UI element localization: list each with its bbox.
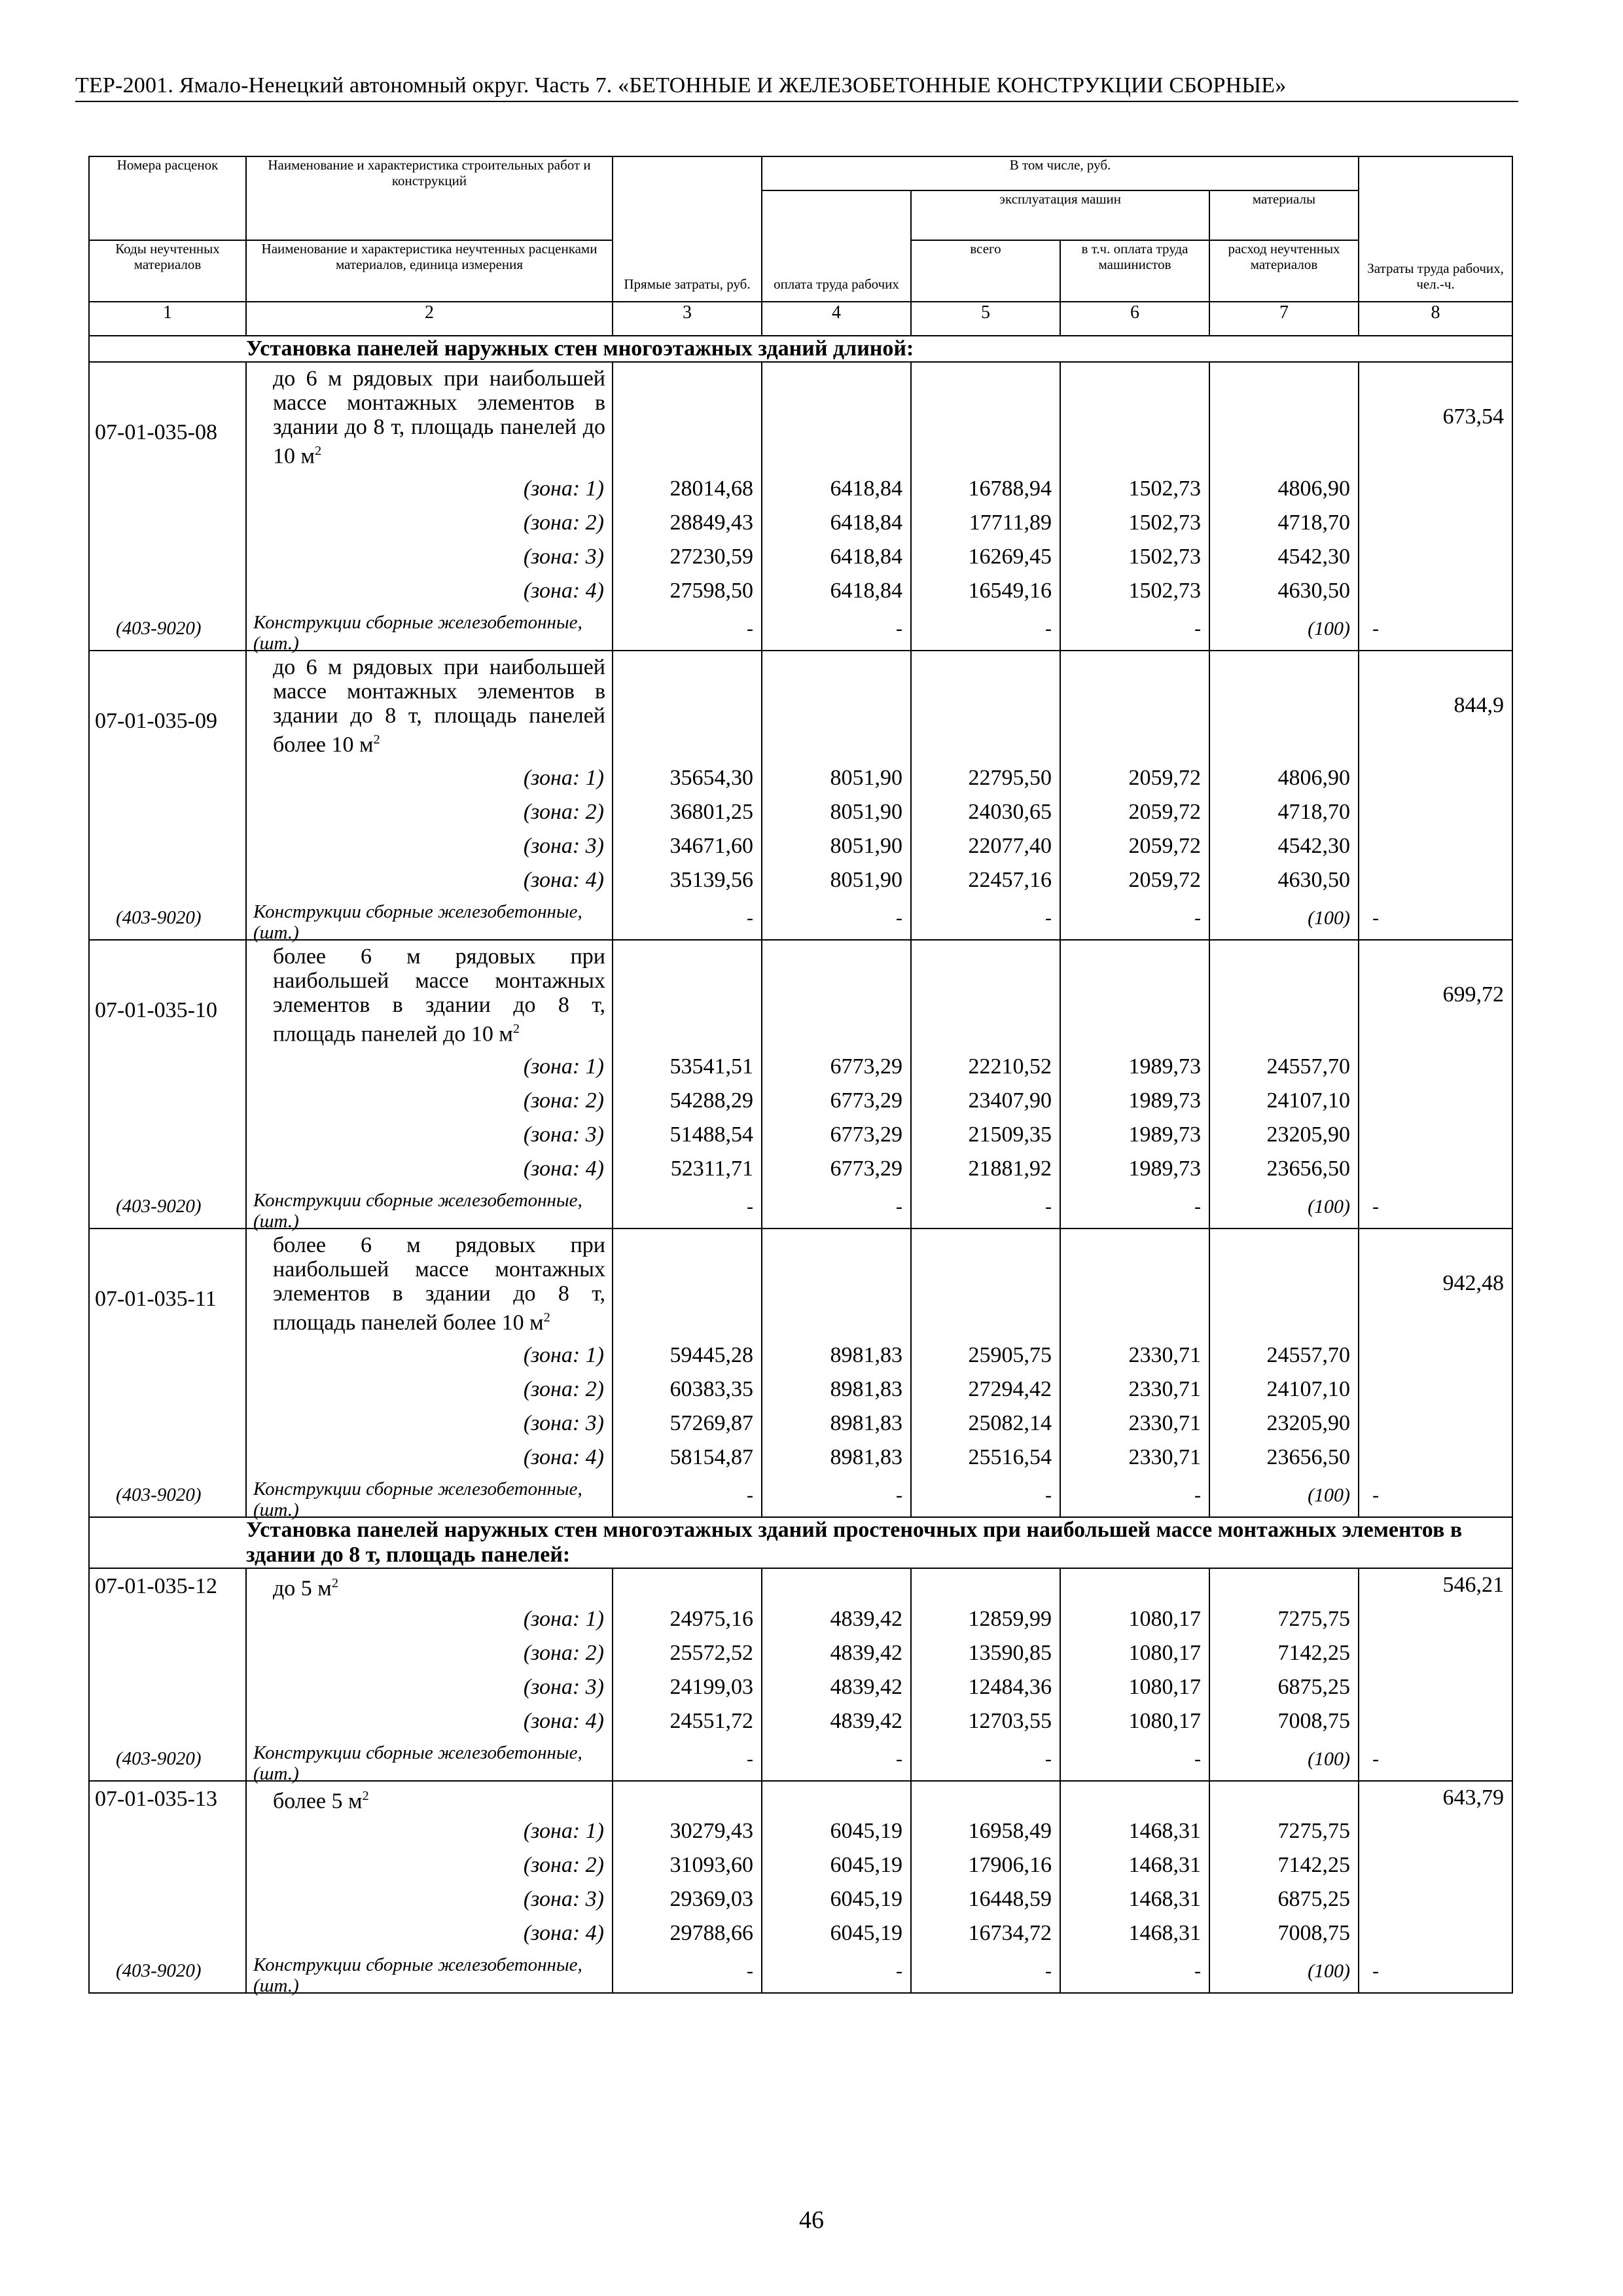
labor-cost-cell bbox=[1359, 940, 1512, 1229]
dash-value: - bbox=[896, 1960, 902, 1982]
machines-total: 25082,14 bbox=[968, 1411, 1052, 1436]
materials-cost: 7008,75 bbox=[1277, 1920, 1351, 1945]
materials-cost: 4718,70 bbox=[1277, 511, 1351, 535]
materials-cost: 7275,75 bbox=[1277, 1606, 1351, 1631]
zone-label: (зона: 3) bbox=[523, 1674, 604, 1699]
labor-cost: 546,21 bbox=[1442, 1573, 1505, 1598]
materials-cost: 4630,50 bbox=[1277, 579, 1351, 603]
direct-cost: 34671,60 bbox=[669, 833, 753, 858]
zone-label: (зона: 2) bbox=[523, 511, 604, 535]
rate-code-cell bbox=[89, 1568, 246, 1780]
materials-cost: 7142,25 bbox=[1277, 1640, 1351, 1665]
machines-pay: 1080,17 bbox=[1128, 1708, 1201, 1733]
direct-cost: 60383,35 bbox=[669, 1377, 753, 1402]
dash-value: - bbox=[1372, 1484, 1380, 1507]
col-machines-total: всего bbox=[911, 240, 1060, 302]
direct-cost: 25572,52 bbox=[669, 1640, 753, 1665]
labor-pay: 6773,29 bbox=[830, 1054, 902, 1079]
labor-pay: 8051,90 bbox=[830, 765, 902, 790]
zone-label: (зона: 4) bbox=[523, 1920, 604, 1945]
col-number: 3 bbox=[613, 302, 762, 336]
direct-cost: 35654,30 bbox=[669, 765, 753, 790]
labor-cost-cell bbox=[1359, 1781, 1512, 1993]
rate-description-cell bbox=[246, 362, 613, 655]
section-header-row bbox=[89, 336, 1512, 362]
labor-pay: 4839,42 bbox=[830, 1640, 902, 1665]
labor-pay: 6418,84 bbox=[830, 476, 902, 501]
dash-value: - bbox=[747, 906, 753, 929]
material-code: (403-9020) bbox=[116, 906, 202, 928]
rate-code-cell bbox=[89, 940, 246, 1229]
direct-cost: 31093,60 bbox=[669, 1852, 753, 1877]
col-code-bottom: Коды неучтенных материалов bbox=[89, 240, 246, 302]
machines-total: 25516,54 bbox=[968, 1445, 1052, 1470]
machines-total: 12859,99 bbox=[968, 1606, 1052, 1631]
materials-cost: 4542,30 bbox=[1277, 833, 1351, 858]
machines-total: 22210,52 bbox=[968, 1054, 1052, 1079]
materials-cost: 7275,75 bbox=[1277, 1818, 1351, 1843]
materials-cost-cell bbox=[1209, 1781, 1359, 1993]
rate-code: 07-01-035-12 bbox=[95, 1574, 217, 1599]
labor-pay: 4839,42 bbox=[830, 1674, 902, 1699]
machines-pay: 1502,73 bbox=[1128, 476, 1201, 501]
materials-cost: 4542,30 bbox=[1277, 545, 1351, 569]
rate-row bbox=[89, 1229, 1512, 1517]
rate-description-cell bbox=[246, 1229, 613, 1521]
materials-cost: 7142,25 bbox=[1277, 1852, 1351, 1877]
machines-pay: 1468,31 bbox=[1128, 1818, 1201, 1843]
rate-description: более 6 м рядовых при наибольшей массе монтажных элементов в здании до 8 т, площадь панелей более 10 $м^2$ bbox=[273, 1232, 605, 1335]
machines-total-cell bbox=[911, 1229, 1060, 1517]
machines-total: 21881,92 bbox=[968, 1156, 1052, 1181]
labor-pay: 8981,83 bbox=[830, 1377, 902, 1402]
zone-label: (зона: 3) bbox=[523, 1886, 604, 1911]
labor-pay: 6418,84 bbox=[830, 511, 902, 535]
zone-label: (зона: 3) bbox=[523, 1411, 604, 1436]
machines-pay: 2330,71 bbox=[1128, 1445, 1201, 1470]
zone-label: (зона: 4) bbox=[523, 1156, 604, 1181]
rate-row bbox=[89, 1781, 1512, 1993]
material-name: Конструкции сборные железобетонные, (шт.) bbox=[253, 612, 582, 655]
machines-pay: 2059,72 bbox=[1128, 833, 1201, 858]
labor-pay: 6418,84 bbox=[830, 545, 902, 569]
materials-cost: 4718,70 bbox=[1277, 799, 1351, 824]
materials-cost-cell bbox=[1209, 1568, 1359, 1780]
labor-cost: 942,48 bbox=[1442, 1270, 1505, 1295]
labor-pay-cell bbox=[762, 1781, 911, 1993]
direct-cost-cell bbox=[613, 1781, 762, 1993]
labor-pay-cell bbox=[762, 940, 911, 1229]
dash-value: - bbox=[896, 1748, 902, 1770]
machines-total: 16549,16 bbox=[968, 579, 1052, 603]
section-spacer bbox=[89, 336, 246, 362]
rate-code: 07-01-035-09 bbox=[95, 709, 217, 734]
labor-pay: 8051,90 bbox=[830, 833, 902, 858]
col-code-top: Номера расценок bbox=[89, 156, 246, 240]
material-name: Конструкции сборные железобетонные, (шт.) bbox=[253, 1479, 582, 1521]
direct-cost: 52311,71 bbox=[670, 1156, 753, 1181]
material-code: (403-9020) bbox=[116, 1484, 202, 1506]
labor-pay: 6045,19 bbox=[830, 1852, 902, 1877]
materials-cost: 24557,70 bbox=[1266, 1054, 1351, 1079]
materials-cost: 4806,90 bbox=[1277, 476, 1351, 501]
machines-pay: 1989,73 bbox=[1128, 1122, 1201, 1147]
rate-code: 07-01-035-13 bbox=[95, 1786, 217, 1811]
dash-value: - bbox=[1194, 1960, 1201, 1982]
material-name: Конструкции сборные железобетонные, (шт.) bbox=[253, 901, 582, 943]
rate-description-cell bbox=[246, 1781, 613, 1996]
machines-pay: 2330,71 bbox=[1128, 1343, 1201, 1368]
rate-row bbox=[89, 362, 1512, 651]
machines-pay: 1989,73 bbox=[1128, 1088, 1201, 1113]
zone-label: (зона: 1) bbox=[523, 476, 604, 501]
zone-label: (зона: 4) bbox=[523, 579, 604, 603]
dash-value: - bbox=[1045, 1195, 1052, 1217]
machines-total: 12484,36 bbox=[968, 1674, 1052, 1699]
machines-total: 16958,49 bbox=[968, 1818, 1052, 1843]
machines-pay: 1468,31 bbox=[1128, 1886, 1201, 1911]
rate-row bbox=[89, 940, 1512, 1229]
materials-cost: 6875,25 bbox=[1277, 1886, 1351, 1911]
machines-total-cell bbox=[911, 651, 1060, 939]
labor-cost-cell bbox=[1359, 362, 1512, 651]
material-code: (403-9020) bbox=[116, 1960, 202, 1981]
col-number: 1 bbox=[89, 302, 246, 336]
machines-pay: 1989,73 bbox=[1128, 1156, 1201, 1181]
zone-label: (зона: 2) bbox=[523, 1088, 604, 1113]
direct-cost: 53541,51 bbox=[669, 1054, 753, 1079]
dash-value: - bbox=[747, 618, 753, 640]
rate-row bbox=[89, 1568, 1512, 1780]
material-quantity: (100) bbox=[1308, 1748, 1351, 1770]
col-incl: В том числе, руб. bbox=[762, 156, 1359, 190]
labor-pay-cell bbox=[762, 1229, 911, 1517]
labor-cost-cell bbox=[1359, 1229, 1512, 1517]
dash-value: - bbox=[1045, 906, 1052, 929]
rate-code-cell bbox=[89, 1781, 246, 1993]
labor-pay: 4839,42 bbox=[830, 1708, 902, 1733]
dash-value: - bbox=[747, 1960, 753, 1982]
machines-pay-cell bbox=[1060, 651, 1209, 939]
machines-total: 24030,65 bbox=[968, 799, 1052, 824]
labor-pay: 6418,84 bbox=[830, 579, 902, 603]
col-labor-pay: оплата труда рабочих bbox=[762, 190, 911, 302]
direct-cost-cell bbox=[613, 1229, 762, 1517]
materials-cost: 4806,90 bbox=[1277, 765, 1351, 790]
rate-description-cell bbox=[246, 1568, 613, 1784]
materials-cost: 24107,10 bbox=[1266, 1377, 1351, 1402]
materials-cost: 6875,25 bbox=[1277, 1674, 1351, 1699]
rate-description: более 5 $м^2$ bbox=[273, 1788, 369, 1813]
materials-cost: 24557,70 bbox=[1266, 1343, 1351, 1368]
machines-total: 25905,75 bbox=[968, 1343, 1052, 1368]
labor-pay: 6045,19 bbox=[830, 1886, 902, 1911]
direct-cost: 35139,56 bbox=[669, 867, 753, 892]
material-code: (403-9020) bbox=[116, 618, 202, 639]
rate-description: до 6 м рядовых при наибольшей массе монтажных элементов в здании до 8 т, площадь панелей до 10 $м^2$ bbox=[273, 367, 605, 469]
direct-cost: 59445,28 bbox=[669, 1343, 753, 1368]
labor-pay-cell bbox=[762, 651, 911, 939]
machines-total-cell bbox=[911, 362, 1060, 651]
direct-cost: 28849,43 bbox=[669, 511, 753, 535]
direct-cost: 28014,68 bbox=[669, 476, 753, 501]
zone-label: (зона: 1) bbox=[523, 1343, 604, 1368]
labor-pay: 6045,19 bbox=[830, 1920, 902, 1945]
machines-total-cell bbox=[911, 1568, 1060, 1780]
labor-pay: 6773,29 bbox=[830, 1122, 902, 1147]
machines-pay: 2059,72 bbox=[1128, 765, 1201, 790]
col-number: 4 bbox=[762, 302, 911, 336]
materials-cost: 23656,50 bbox=[1266, 1156, 1351, 1181]
direct-cost: 54288,29 bbox=[669, 1088, 753, 1113]
direct-cost: 51488,54 bbox=[669, 1122, 753, 1147]
direct-cost: 57269,87 bbox=[669, 1411, 753, 1436]
machines-pay: 1080,17 bbox=[1128, 1640, 1201, 1665]
col-number: 2 bbox=[246, 302, 613, 336]
machines-total: 21509,35 bbox=[968, 1122, 1052, 1147]
machines-total: 12703,55 bbox=[968, 1708, 1052, 1733]
direct-cost: 29788,66 bbox=[669, 1920, 753, 1945]
zone-label: (зона: 3) bbox=[523, 545, 604, 569]
col-machines-pay: в т.ч. оплата труда машинистов bbox=[1060, 240, 1209, 302]
rate-code-cell bbox=[89, 362, 246, 651]
materials-cost-cell bbox=[1209, 362, 1359, 651]
material-quantity: (100) bbox=[1308, 1960, 1351, 1982]
rate-description-cell bbox=[246, 651, 613, 943]
machines-total: 16788,94 bbox=[968, 476, 1052, 501]
dash-value: - bbox=[896, 1484, 902, 1507]
labor-pay: 4839,42 bbox=[830, 1606, 902, 1631]
labor-cost: 699,72 bbox=[1442, 982, 1505, 1007]
machines-pay: 1502,73 bbox=[1128, 545, 1201, 569]
machines-pay: 2330,71 bbox=[1128, 1411, 1201, 1436]
machines-pay: 2330,71 bbox=[1128, 1377, 1201, 1402]
rate-description: до 6 м рядовых при наибольшей массе монтажных элементов в здании до 8 т, площадь панелей более 10 $м^2$ bbox=[273, 655, 605, 757]
labor-cost-cell bbox=[1359, 1568, 1512, 1780]
rate-row bbox=[89, 651, 1512, 939]
section-title: Установка панелей наружных стен многоэтажных зданий длиной: bbox=[246, 336, 1512, 362]
machines-total: 16269,45 bbox=[968, 545, 1052, 569]
zone-label: (зона: 4) bbox=[523, 1708, 604, 1733]
labor-pay-cell bbox=[762, 362, 911, 651]
labor-pay: 8051,90 bbox=[830, 867, 902, 892]
machines-pay-cell bbox=[1060, 1229, 1209, 1517]
machines-pay: 1989,73 bbox=[1128, 1054, 1201, 1079]
labor-pay: 8981,83 bbox=[830, 1445, 902, 1470]
rate-description: до 5 $м^2$ bbox=[273, 1576, 339, 1601]
dash-value: - bbox=[1372, 1748, 1380, 1770]
section-header-row bbox=[89, 1517, 1512, 1568]
rate-code: 07-01-035-10 bbox=[95, 997, 217, 1022]
col-machines: эксплуатация машин bbox=[911, 190, 1209, 240]
zone-label: (зона: 2) bbox=[523, 1852, 604, 1877]
materials-cost: 23205,90 bbox=[1266, 1122, 1351, 1147]
col-number: 7 bbox=[1209, 302, 1359, 336]
machines-total-cell bbox=[911, 1781, 1060, 1993]
labor-cost: 844,9 bbox=[1454, 693, 1505, 718]
machines-pay: 2059,72 bbox=[1128, 867, 1201, 892]
dash-value: - bbox=[1045, 1748, 1052, 1770]
zone-label: (зона: 4) bbox=[523, 867, 604, 892]
direct-cost-cell bbox=[613, 362, 762, 651]
dash-value: - bbox=[747, 1484, 753, 1507]
machines-pay: 2059,72 bbox=[1128, 799, 1201, 824]
machines-total: 16448,59 bbox=[968, 1886, 1052, 1911]
materials-cost-cell bbox=[1209, 1229, 1359, 1517]
machines-total: 23407,90 bbox=[968, 1088, 1052, 1113]
machines-pay-cell bbox=[1060, 362, 1209, 651]
dash-value: - bbox=[896, 1195, 902, 1217]
machines-pay: 1502,73 bbox=[1128, 511, 1201, 535]
direct-cost: 24975,16 bbox=[669, 1606, 753, 1631]
direct-cost: 29369,03 bbox=[669, 1886, 753, 1911]
col-number: 8 bbox=[1359, 302, 1512, 336]
zone-label: (зона: 2) bbox=[523, 1377, 604, 1402]
machines-pay-cell bbox=[1060, 940, 1209, 1229]
dash-value: - bbox=[1372, 1195, 1380, 1217]
material-quantity: (100) bbox=[1308, 1484, 1351, 1507]
dash-value: - bbox=[1194, 1748, 1201, 1770]
rate-code: 07-01-035-08 bbox=[95, 420, 217, 444]
col-name-top: Наименование и характеристика строительных работ и конструкций bbox=[246, 156, 613, 240]
labor-pay-cell bbox=[762, 1568, 911, 1780]
materials-cost: 7008,75 bbox=[1277, 1708, 1351, 1733]
material-quantity: (100) bbox=[1308, 1195, 1351, 1217]
page-header: ТЕР-2001. Ямало-Ненецкий автономный округ. Часть 7. «БЕТОННЫЕ И ЖЕЛЕЗОБЕТОННЫЕ КОНСТРУКЦИИ СБОРНЫЕ» bbox=[75, 73, 1518, 102]
materials-cost: 4630,50 bbox=[1277, 867, 1351, 892]
labor-pay: 6773,29 bbox=[830, 1088, 902, 1113]
machines-total: 17906,16 bbox=[968, 1852, 1052, 1877]
machines-total: 22795,50 bbox=[968, 765, 1052, 790]
machines-total: 13590,85 bbox=[968, 1640, 1052, 1665]
dash-value: - bbox=[1045, 1484, 1052, 1507]
material-name: Конструкции сборные железобетонные, (шт.) bbox=[253, 1189, 582, 1232]
zone-label: (зона: 1) bbox=[523, 765, 604, 790]
machines-pay-cell bbox=[1060, 1568, 1209, 1780]
zone-label: (зона: 1) bbox=[523, 1054, 604, 1079]
dash-value: - bbox=[1372, 906, 1380, 929]
machines-pay-cell bbox=[1060, 1781, 1209, 1993]
zone-label: (зона: 1) bbox=[523, 1818, 604, 1843]
col-number: 5 bbox=[911, 302, 1060, 336]
machines-pay: 1080,17 bbox=[1128, 1606, 1201, 1631]
page-number: 46 bbox=[799, 2206, 824, 2234]
col-direct: Прямые затраты, руб. bbox=[613, 156, 762, 302]
direct-cost: 27230,59 bbox=[669, 545, 753, 569]
zone-label: (зона: 1) bbox=[523, 1606, 604, 1631]
rate-code-cell bbox=[89, 651, 246, 939]
dash-value: - bbox=[1194, 618, 1201, 640]
direct-cost: 27598,50 bbox=[669, 579, 753, 603]
dash-value: - bbox=[747, 1748, 753, 1770]
col-materials: материалы bbox=[1209, 190, 1359, 240]
machines-total: 27294,42 bbox=[968, 1377, 1052, 1402]
materials-cost-cell bbox=[1209, 651, 1359, 939]
material-name: Конструкции сборные железобетонные, (шт.) bbox=[253, 1954, 582, 1996]
machines-total: 22077,40 bbox=[968, 833, 1052, 858]
machines-pay: 1468,31 bbox=[1128, 1920, 1201, 1945]
dash-value: - bbox=[1194, 906, 1201, 929]
materials-cost: 23205,90 bbox=[1266, 1411, 1351, 1436]
labor-pay: 8051,90 bbox=[830, 799, 902, 824]
direct-cost-cell bbox=[613, 651, 762, 939]
labor-pay: 8981,83 bbox=[830, 1343, 902, 1368]
labor-cost-cell bbox=[1359, 651, 1512, 939]
machines-total: 16734,72 bbox=[968, 1920, 1052, 1945]
rate-code-cell bbox=[89, 1229, 246, 1517]
rate-description-cell bbox=[246, 940, 613, 1232]
dash-value: - bbox=[896, 618, 902, 640]
dash-value: - bbox=[1194, 1484, 1201, 1507]
direct-cost: 24551,72 bbox=[669, 1708, 753, 1733]
labor-cost: 643,79 bbox=[1442, 1785, 1505, 1810]
dash-value: - bbox=[896, 906, 902, 929]
material-code: (403-9020) bbox=[116, 1195, 202, 1217]
col-labor-cost: Затраты труда рабочих, чел.-ч. bbox=[1359, 156, 1512, 302]
col-materials-unaccounted: расход неучтенных материалов bbox=[1209, 240, 1359, 302]
dash-value: - bbox=[747, 1195, 753, 1217]
machines-pay: 1468,31 bbox=[1128, 1852, 1201, 1877]
col-number: 6 bbox=[1060, 302, 1209, 336]
materials-cost: 23656,50 bbox=[1266, 1445, 1351, 1470]
rate-description: более 6 м рядовых при наибольшей массе монтажных элементов в здании до 8 т, площадь панелей до 10 $м^2$ bbox=[273, 944, 605, 1046]
zone-label: (зона: 3) bbox=[523, 833, 604, 858]
machines-pay: 1080,17 bbox=[1128, 1674, 1201, 1699]
materials-cost: 24107,10 bbox=[1266, 1088, 1351, 1113]
zone-label: (зона: 4) bbox=[523, 1445, 604, 1470]
dash-value: - bbox=[1045, 1960, 1052, 1982]
labor-pay: 6773,29 bbox=[830, 1156, 902, 1181]
material-quantity: (100) bbox=[1308, 618, 1351, 640]
zone-label: (зона: 3) bbox=[523, 1122, 604, 1147]
direct-cost: 24199,03 bbox=[669, 1674, 753, 1699]
dash-value: - bbox=[1372, 618, 1380, 640]
direct-cost: 36801,25 bbox=[669, 799, 753, 824]
col-name-bottom: Наименование и характеристика неучтенных расценками материалов, единица измерения bbox=[246, 240, 613, 302]
dash-value: - bbox=[1045, 618, 1052, 640]
machines-pay: 1502,73 bbox=[1128, 579, 1201, 603]
direct-cost-cell bbox=[613, 1568, 762, 1780]
machines-total: 17711,89 bbox=[969, 511, 1052, 535]
dash-value: - bbox=[1372, 1960, 1380, 1982]
materials-cost-cell bbox=[1209, 940, 1359, 1229]
material-name: Конструкции сборные железобетонные, (шт.) bbox=[253, 1742, 582, 1784]
direct-cost-cell bbox=[613, 940, 762, 1229]
section-title: Установка панелей наружных стен многоэтажных зданий простеночных при наибольшей массе монтажных элементов в здании до 8 т, площадь панелей: bbox=[246, 1517, 1512, 1568]
labor-pay: 8981,83 bbox=[830, 1411, 902, 1436]
section-spacer bbox=[89, 1517, 246, 1568]
direct-cost: 30279,43 bbox=[669, 1818, 753, 1843]
machines-total-cell bbox=[911, 940, 1060, 1229]
rate-code: 07-01-035-11 bbox=[95, 1286, 217, 1311]
zone-label: (зона: 2) bbox=[523, 1640, 604, 1665]
labor-pay: 6045,19 bbox=[830, 1818, 902, 1843]
rates-table bbox=[88, 156, 1513, 1994]
dash-value: - bbox=[1194, 1195, 1201, 1217]
zone-label: (зона: 2) bbox=[523, 799, 604, 824]
machines-total: 22457,16 bbox=[968, 867, 1052, 892]
material-quantity: (100) bbox=[1308, 906, 1351, 929]
labor-cost: 673,54 bbox=[1442, 404, 1505, 429]
direct-cost: 58154,87 bbox=[669, 1445, 753, 1470]
material-code: (403-9020) bbox=[116, 1748, 202, 1769]
